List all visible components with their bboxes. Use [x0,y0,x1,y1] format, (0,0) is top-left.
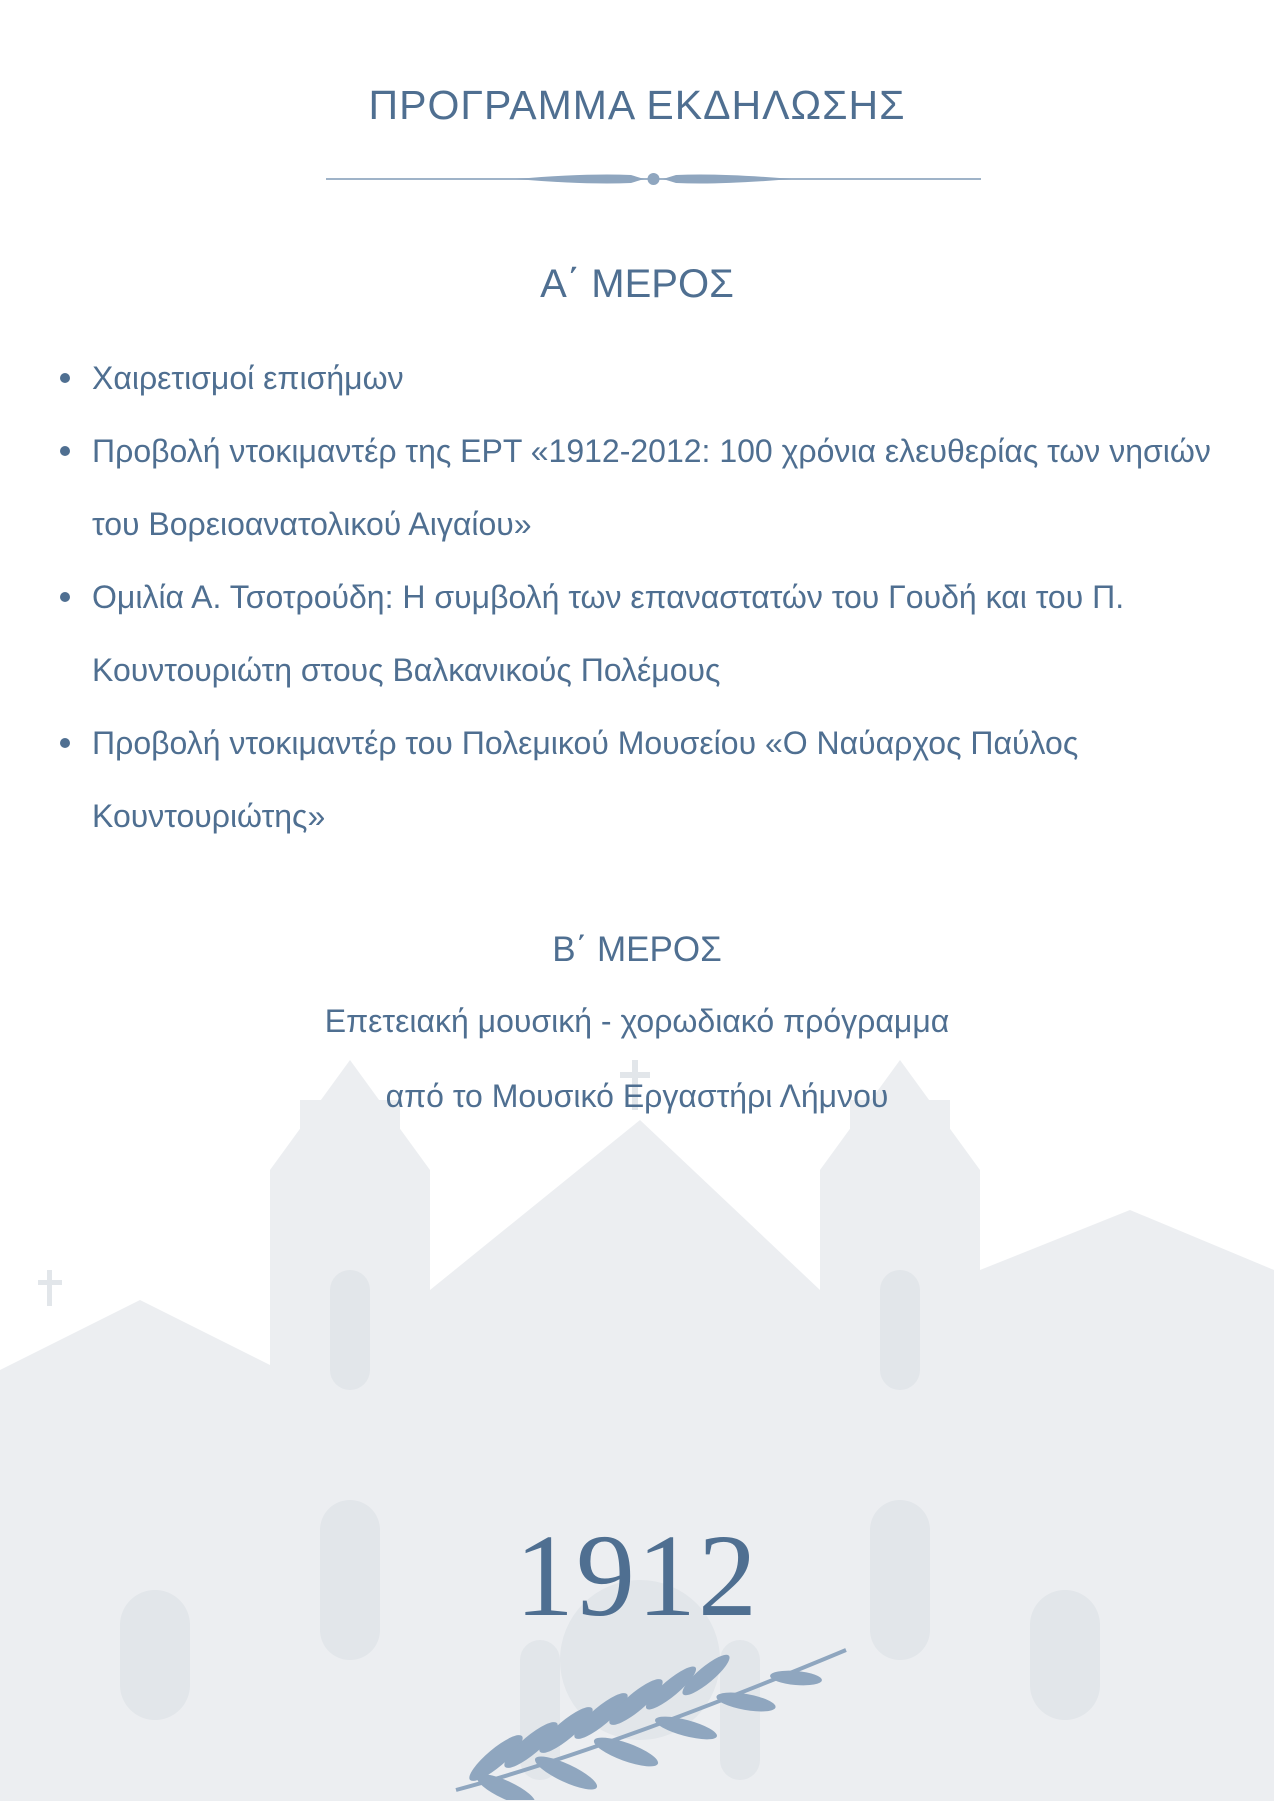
bullet-icon [60,738,70,748]
list-item [60,561,1220,707]
list-item-text: Προβολή ντοκιμαντέρ του Πολεμικού Μουσείου «Ο Ναύαρχος Παύλος Κουντουριώτης» [92,725,1079,834]
part-b-heading: Β΄ ΜΕΡΟΣ [552,930,722,969]
list-item-text: Χαιρετισμοί επισήμων [92,360,404,396]
list-item-text: Προβολή ντοκιμαντέρ της ΕΡΤ «1912-2012: 100 χρόνια ελευθερίας των νησιών του Βορειοανατολικού Αιγαίου» [92,433,1211,542]
list-item [60,707,1220,853]
bullet-icon [60,446,70,456]
part-b-line-1: Επετειακή μουσική - χορωδιακό πρόγραμμα [324,1003,950,1039]
list-item-text: Ομιλία Α. Τσοτρούδη: Η συμβολή των επαναστατών του Γουδή και του Π. Κουντουριώτη στους Βαλκανικούς Πολέμους [92,579,1125,688]
list-item [60,415,1220,561]
year-heading: 1912 [515,1510,759,1641]
olive-branch-icon [436,1640,856,1800]
part-b-line-2: από το Μουσικό Εργαστήρι Λήμνου [385,1078,889,1114]
list-item [60,342,1220,415]
part-a-heading: Α΄ ΜΕΡΟΣ [540,262,734,306]
part-a-list [60,342,1220,853]
bullet-icon [60,592,70,602]
ornamental-divider-icon [326,164,981,194]
page-title: ΠΡΟΓΡΑΜΜΑ ΕΚΔΗΛΩΣΗΣ [368,82,906,128]
bullet-icon [60,373,70,383]
